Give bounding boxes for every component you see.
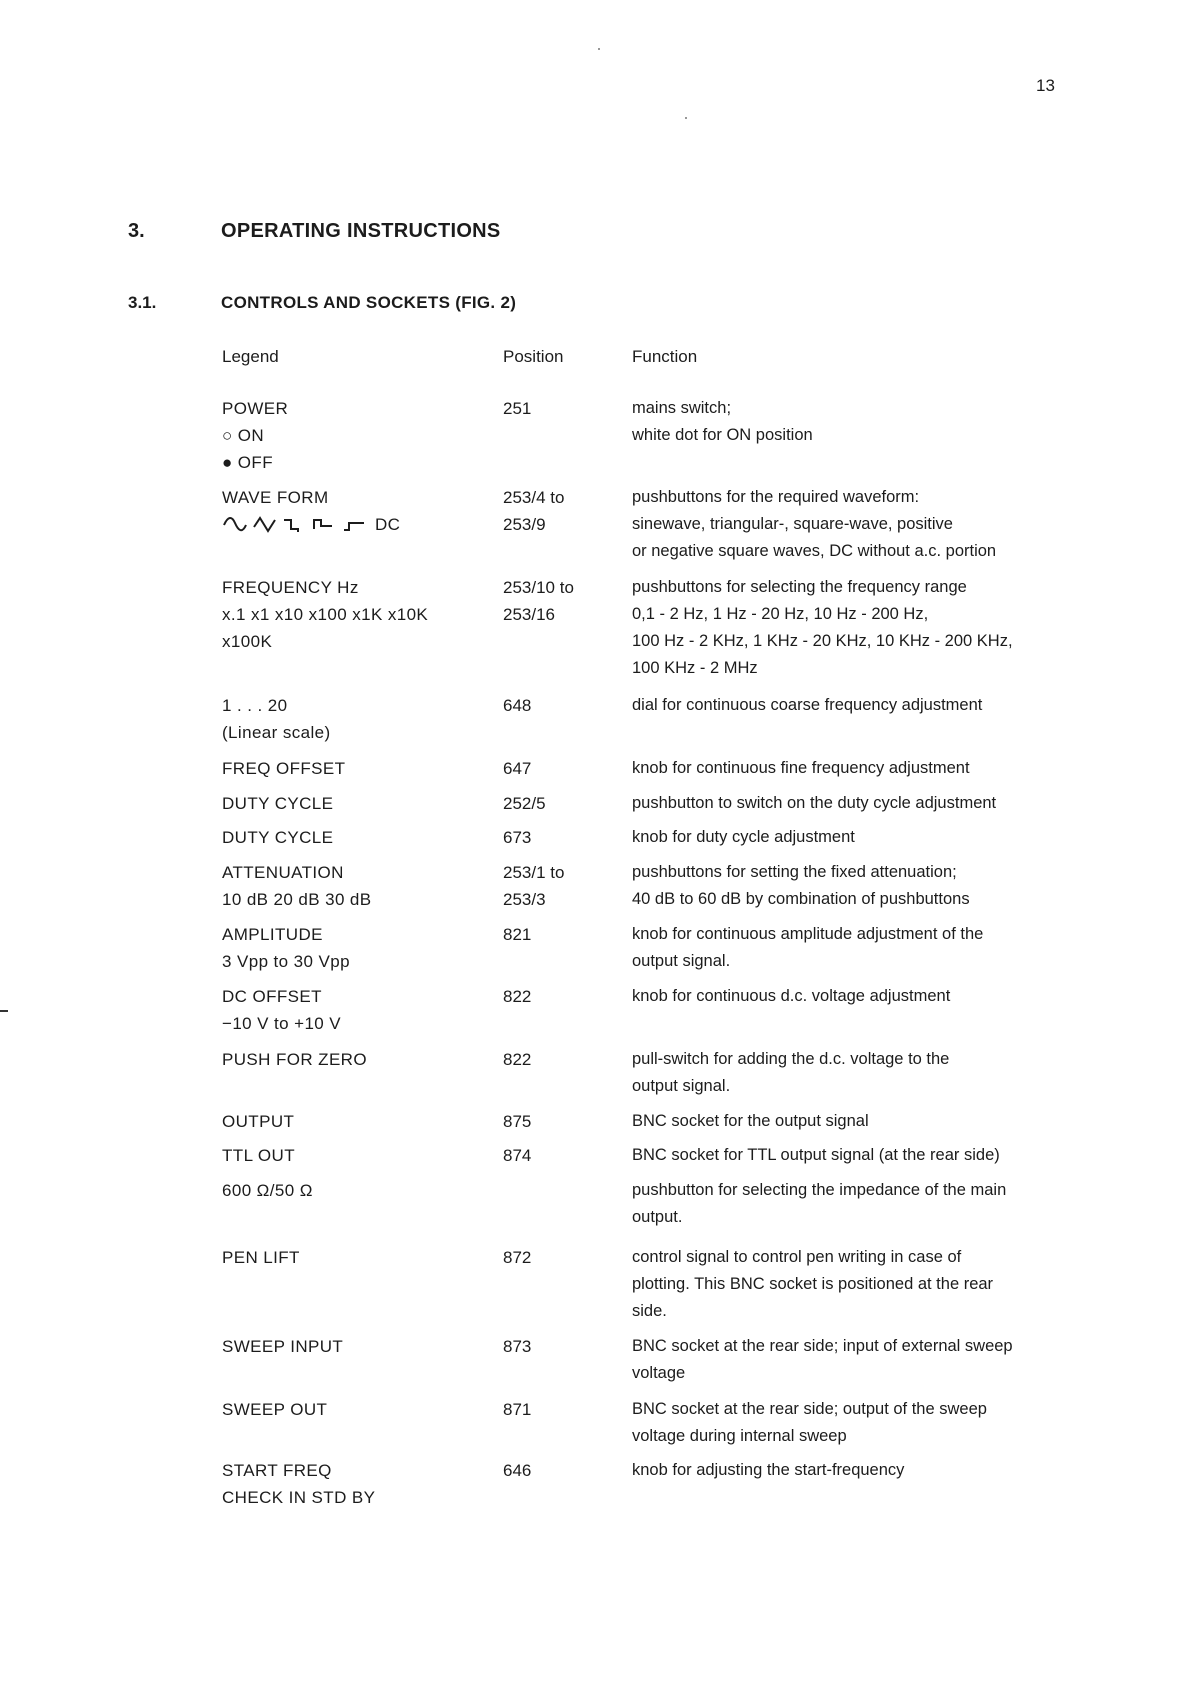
- legend-cell-line: x.1 x1 x10 x100 x1K x10K: [222, 605, 429, 624]
- function-cell: [632, 395, 1072, 449]
- position-cell: [503, 1046, 623, 1073]
- positive-square-wave-icon: [312, 514, 338, 536]
- legend-cell: [222, 1046, 492, 1073]
- position-cell-line: 253/4 to: [503, 488, 565, 507]
- function-cell-line: 40 dB to 60 dB by combination of pushbuttons: [632, 890, 970, 908]
- function-cell: [632, 1108, 1072, 1135]
- position-cell: [503, 859, 623, 913]
- sine-wave-icon: [222, 514, 248, 536]
- function-cell-line: knob for continuous amplitude adjustment of the: [632, 925, 984, 943]
- position-cell-line: 872: [503, 1248, 532, 1267]
- position-cell: [503, 755, 623, 782]
- function-cell: [632, 1046, 1072, 1100]
- legend-cell: [222, 859, 492, 913]
- legend-cell: [222, 755, 492, 782]
- legend-cell: [222, 1244, 492, 1271]
- function-cell: [632, 1333, 1072, 1387]
- page-number: 13: [1036, 76, 1055, 95]
- position-cell-line: 253/10 to: [503, 578, 574, 597]
- function-cell-line: output.: [632, 1208, 683, 1226]
- function-cell: [632, 1244, 1072, 1325]
- position-cell-line: 253/16: [503, 605, 555, 624]
- position-cell: [503, 983, 623, 1010]
- position-cell-line: 875: [503, 1112, 532, 1131]
- function-cell-line: sinewave, triangular-, square-wave, positive: [632, 515, 953, 533]
- position-cell-line: 648: [503, 696, 532, 715]
- position-cell-line: 252/5: [503, 794, 546, 813]
- position-cell: [503, 395, 623, 422]
- function-cell-line: pushbutton for selecting the impedance of the main: [632, 1181, 1007, 1199]
- function-cell: [632, 1177, 1072, 1231]
- function-cell: [632, 824, 1072, 851]
- position-cell-line: 822: [503, 1050, 532, 1069]
- legend-cell-line: DUTY CYCLE: [222, 828, 334, 847]
- function-cell-line: pushbuttons for the required waveform:: [632, 488, 920, 506]
- function-cell-line: knob for adjusting the start-frequency: [632, 1461, 905, 1479]
- legend-cell: [222, 790, 492, 817]
- position-cell-line: 822: [503, 987, 532, 1006]
- position-cell: [503, 1244, 623, 1271]
- function-cell-line: voltage during internal sweep: [632, 1427, 847, 1445]
- legend-cell: [222, 824, 492, 851]
- position-cell-line: 251: [503, 399, 532, 418]
- position-cell: [503, 921, 623, 948]
- function-cell-line: knob for continuous d.c. voltage adjustment: [632, 987, 951, 1005]
- position-cell-line: 253/3: [503, 890, 546, 909]
- column-header-position: Position: [503, 347, 564, 366]
- position-cell-line: 673: [503, 828, 532, 847]
- waveform-symbols: [222, 511, 492, 538]
- legend-cell-line: POWER: [222, 399, 289, 418]
- position-cell: [503, 1457, 623, 1484]
- position-cell-line: 873: [503, 1337, 532, 1356]
- scan-edge-mark: [0, 1010, 8, 1012]
- scan-speck: [685, 117, 687, 119]
- legend-cell-line: FREQ OFFSET: [222, 759, 346, 778]
- function-cell: [632, 484, 1072, 565]
- position-cell: [503, 1142, 623, 1169]
- position-cell-line: 253/9: [503, 515, 546, 534]
- legend-cell-line: 600 Ω/50 Ω: [222, 1181, 313, 1200]
- position-cell: [503, 574, 623, 628]
- legend-cell: [222, 1396, 492, 1423]
- position-cell: [503, 1333, 623, 1360]
- function-cell-line: BNC socket at the rear side; input of external sweep: [632, 1337, 1013, 1355]
- legend-cell-line: x100K: [222, 632, 273, 651]
- legend-cell-line: AMPLITUDE: [222, 925, 323, 944]
- legend-cell: [222, 692, 492, 746]
- function-cell: [632, 755, 1072, 782]
- legend-cell: [222, 574, 492, 655]
- function-cell-line: pull-switch for adding the d.c. voltage to the: [632, 1050, 950, 1068]
- legend-cell: [222, 1333, 492, 1360]
- function-cell-line: pushbuttons for setting the fixed attenuation;: [632, 863, 957, 881]
- negative-square-wave-icon: [342, 514, 368, 536]
- function-cell-line: pushbutton to switch on the duty cycle adjustment: [632, 794, 997, 812]
- function-cell-line: output signal.: [632, 1077, 731, 1095]
- legend-cell-line: SWEEP INPUT: [222, 1337, 344, 1356]
- legend-cell-line: 1 . . . 20: [222, 696, 288, 715]
- function-cell-line: pushbuttons for selecting the frequency range: [632, 578, 967, 596]
- position-cell-line: 871: [503, 1400, 532, 1419]
- position-cell-line: 874: [503, 1146, 532, 1165]
- function-cell: [632, 574, 1072, 682]
- section-title: OPERATING INSTRUCTIONS: [221, 220, 501, 242]
- column-header-legend: Legend: [222, 347, 279, 366]
- scan-speck: [598, 48, 600, 50]
- legend-cell-line: −10 V to +10 V: [222, 1014, 342, 1033]
- legend-cell: [222, 484, 492, 538]
- position-cell-line: 821: [503, 925, 532, 944]
- function-cell-line: BNC socket for TTL output signal (at the rear side): [632, 1146, 1000, 1164]
- legend-cell-line: 10 dB 20 dB 30 dB: [222, 890, 372, 909]
- function-cell-line: plotting. This BNC socket is positioned at the rear: [632, 1275, 994, 1293]
- legend-cell-line: WAVE FORM: [222, 488, 329, 507]
- function-cell: [632, 1396, 1072, 1450]
- legend-cell-line: SWEEP OUT: [222, 1400, 328, 1419]
- legend-cell-line: PEN LIFT: [222, 1248, 300, 1267]
- column-header-function: Function: [632, 347, 698, 366]
- subsection-title: CONTROLS AND SOCKETS (FIG. 2): [221, 293, 517, 312]
- function-cell-line: 0,1 - 2 Hz, 1 Hz - 20 Hz, 10 Hz - 200 Hz,: [632, 605, 929, 623]
- function-cell: [632, 692, 1072, 719]
- function-cell-line: 100 KHz - 2 MHz: [632, 659, 758, 677]
- position-cell: [503, 1396, 623, 1423]
- position-cell: [503, 484, 623, 538]
- section-number: 3.: [128, 220, 145, 242]
- legend-cell-line: FREQUENCY Hz: [222, 578, 359, 597]
- function-cell: [632, 1142, 1072, 1169]
- legend-cell-line: START FREQ: [222, 1461, 332, 1480]
- legend-cell: [222, 983, 492, 1037]
- function-cell-line: control signal to control pen writing in case of: [632, 1248, 962, 1266]
- position-cell: [503, 824, 623, 851]
- position-cell: [503, 790, 623, 817]
- position-cell-line: 647: [503, 759, 532, 778]
- function-cell: [632, 859, 1072, 913]
- function-cell-line: white dot for ON position: [632, 426, 813, 444]
- legend-cell-line: ○ ON: [222, 426, 265, 445]
- legend-cell-line: ● OFF: [222, 453, 273, 472]
- function-cell: [632, 790, 1072, 817]
- function-cell-line: or negative square waves, DC without a.c. portion: [632, 542, 997, 560]
- position-cell: [503, 692, 623, 719]
- function-cell: [632, 983, 1072, 1010]
- function-cell-line: side.: [632, 1302, 667, 1320]
- legend-cell: [222, 1177, 492, 1204]
- function-cell-line: 100 Hz - 2 KHz, 1 KHz - 20 KHz, 10 KHz - 200 KHz,: [632, 632, 1013, 650]
- function-cell-line: BNC socket at the rear side; output of the sweep: [632, 1400, 987, 1418]
- function-cell: [632, 921, 1072, 975]
- legend-cell-line: PUSH FOR ZERO: [222, 1050, 367, 1069]
- legend-cell-line: TTL OUT: [222, 1146, 295, 1165]
- legend-cell: [222, 921, 492, 975]
- function-cell-line: dial for continuous coarse frequency adjustment: [632, 696, 983, 714]
- legend-cell-line: OUTPUT: [222, 1112, 295, 1131]
- dc-label: DC: [375, 515, 401, 534]
- legend-cell-line: DUTY CYCLE: [222, 794, 334, 813]
- triangle-wave-icon: [252, 514, 278, 536]
- function-cell-line: voltage: [632, 1364, 686, 1382]
- square-wave-icon: [282, 514, 308, 536]
- function-cell-line: output signal.: [632, 952, 731, 970]
- position-cell-line: 646: [503, 1461, 532, 1480]
- position-cell-line: 253/1 to: [503, 863, 565, 882]
- function-cell-line: BNC socket for the output signal: [632, 1112, 869, 1130]
- function-cell-line: knob for continuous fine frequency adjustment: [632, 759, 970, 777]
- function-cell-line: mains switch;: [632, 399, 732, 417]
- position-cell: [503, 1108, 623, 1135]
- legend-cell: [222, 1142, 492, 1169]
- legend-cell: [222, 395, 492, 476]
- legend-cell-line: 3 Vpp to 30 Vpp: [222, 952, 350, 971]
- legend-cell-line: CHECK IN STD BY: [222, 1488, 376, 1507]
- legend-cell: [222, 1108, 492, 1135]
- function-cell: [632, 1457, 1072, 1484]
- function-cell-line: knob for duty cycle adjustment: [632, 828, 855, 846]
- legend-cell-line: (Linear scale): [222, 723, 331, 742]
- legend-cell-line: ATTENUATION: [222, 863, 344, 882]
- subsection-number: 3.1.: [128, 293, 157, 312]
- legend-cell-line: DC OFFSET: [222, 987, 322, 1006]
- legend-cell: [222, 1457, 492, 1511]
